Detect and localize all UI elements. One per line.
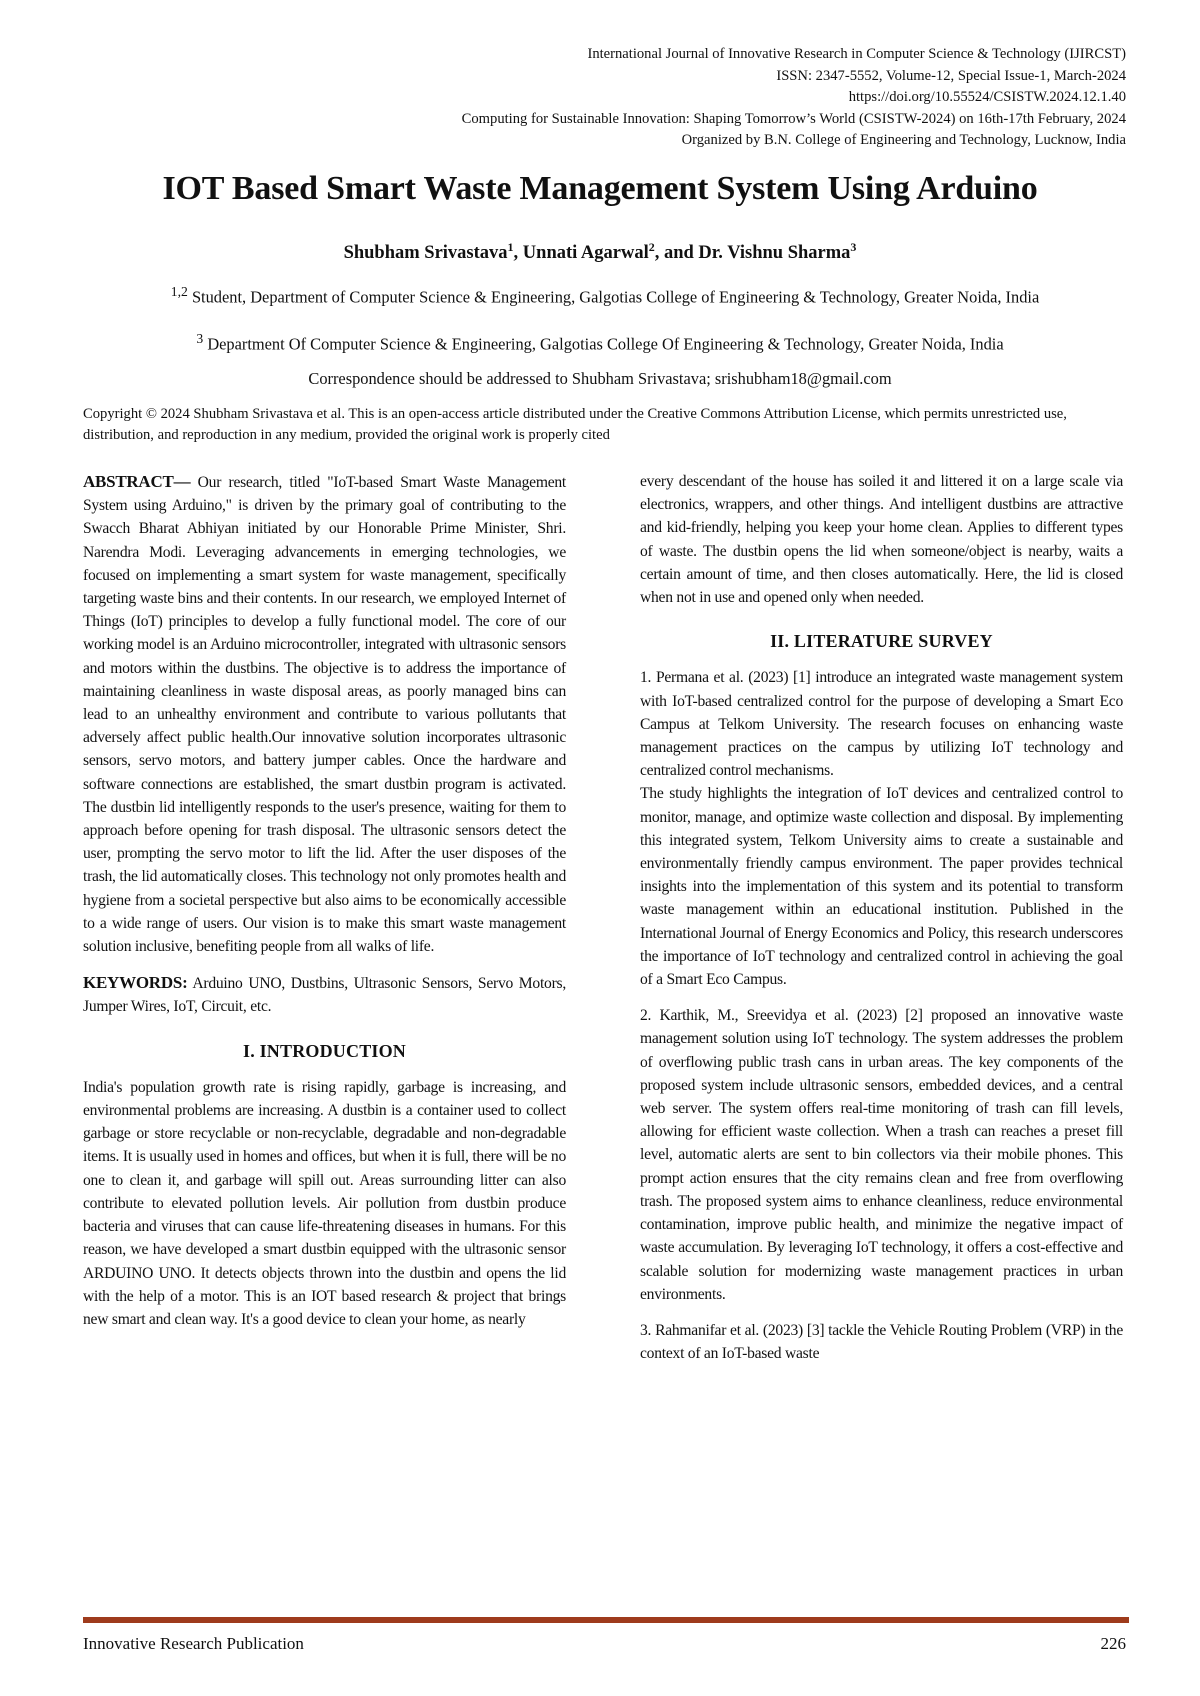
conference-line: Computing for Sustainable Innovation: Shaping Tomorrow’s World (CSISTW-2024) on 16th-17th February, 2024: [461, 110, 1126, 127]
author-superscript: 2: [648, 240, 655, 254]
correspondence: Correspondence should be addressed to Shubham Srivastava; srishubham18@gmail.com: [308, 369, 892, 388]
literature-paragraph-1b: The study highlights the integration of IoT devices and centralized control to monitor, manage, and optimize waste collection and disposal. By implementing this integrated system, Telkom University aims to create a sustainable and environmentally friendly campus environment. The paper provides technical insights into the implementation of this system and its potential to transform waste management within an educational institution. Published in the International Journal of Energy Economics and Policy, this research underscores the importance of IoT technology and centralized control in achieving the goal of a Smart Eco Campus.: [640, 785, 1123, 989]
section-heading-literature: II. LITERATURE SURVEY: [770, 631, 993, 652]
literature-paragraph-2: 2. Karthik, M., Sreevidya et al. (2023) [2] proposed an innovative waste management solution using IoT technology. The system addresses the problem of overflowing public trash cans in urban areas. The key components of the proposed system include ultrasonic sensors, embedded devices, and a central web server. The system offers real-time monitoring of trash can fill levels, allowing for efficient waste collection. When a trash can reaches a preset fill level, automatic alerts are sent to bin collectors via their mobile phones. This prompt action ensures that the city remains clean and free from overflowing trash. The proposed system aims to enhance cleanliness, reduce environmental contamination, improve public health, and minimize the negative impact of waste accumulation. By leveraging IoT technology, it offers a cost-effective and scalable solution for modernizing waste management practices in urban environments.: [640, 1007, 1123, 1303]
affiliation-1: [95, 279, 1115, 309]
literature-paragraph-3: 3. Rahmanifar et al. (2023) [3] tackle the Vehicle Routing Problem (VRP) in the context of an IoT-based waste: [640, 1321, 1123, 1363]
author-name: Shubham Srivastava: [343, 243, 508, 264]
journal-name: International Journal of Innovative Research in Computer Science & Technology (IJIRCST): [587, 46, 1126, 62]
introduction-continued: every descendant of the house has soiled it and littered it on a large scale via electronics, wrappers, and other things. And intelligent dustbins are attractive and kid-friendly, helping you keep your home clean. Applies to different types of waste. The dustbin opens the lid when someone/object is nearby, waits a certain amount of time, and then closes automatically. Here, the lid is closed when not in use and opened only when needed.: [640, 473, 1123, 607]
affiliation-superscript: 3: [196, 331, 204, 346]
footer-rule: [83, 1617, 1129, 1623]
affiliation-2: [60, 331, 1140, 354]
footer-publisher: Innovative Research Publication: [83, 1634, 304, 1653]
affiliation-text: Student, Department of Computer Science & Engineering, Galgotias College of Engineering & Technology, Greater Noida, India: [187, 287, 1040, 307]
organizer-line: Organized by B.N. College of Engineering and Technology, Lucknow, India: [681, 132, 1126, 148]
author-superscript: 1: [507, 240, 514, 254]
affiliation-superscript: 1,2: [170, 284, 188, 299]
author-name: Unnati Agarwal: [522, 243, 649, 264]
author-separator: , and: [654, 243, 699, 264]
keywords: [83, 971, 566, 1018]
literature-paragraph-1: 1. Permana et al. (2023) [1] introduce an integrated waste management system with IoT-based centralized control for the purpose of developing a Smart Eco Campus at Telkom University. The research focuses on enhancing waste management practices on the campus by utilizing IoT technology and centralized control mechanisms.: [640, 669, 1123, 780]
author-list: [0, 240, 1200, 264]
journal-header: [126, 44, 1126, 152]
abstract-text: Our research, titled "IoT-based Smart Waste Management System using Arduino," is driven by the primary goal of contributing to the Swacch Bharat Abhiyan initiated by our Honorable Prime Minister, Shri. Narendra Modi. Leveraging advancements in emerging technologies, we focused on implementing a smart system for waste management, specifically targeting waste bins and their contents. In our research, we employed Internet of Things (IoT) principles to develop a fully functional model. The core of our working model is an Arduino microcontroller, integrated with ultrasonic sensors and motors within the dustbins. The objective is to address the importance of maintaining cleanliness in waste disposal areas, as poorly managed bins can lead to an unhealthy environment and contribute to various pollutants that adversely affect public health.Our innovative solution incorporates ultrasonic sensors, servo motors, and battery jumper cables. Once the hardware and software connections are established, the smart dustbin program is activated. The dustbin lid intelligently responds to the user's presence, waiting for them to approach before opening for trash disposal. The ultrasonic sensors detect the user, prompting the servo motor to lift the lid. After the user disposes of the trash, the lid automatically closes. This technology not only promotes health and hygiene from a societal perspective but also aims to be economically accessible to a wide range of users. Our vision is to make this smart waste management solution inclusive, benefiting people from all walks of life.: [83, 474, 566, 956]
introduction-paragraph: India's population growth rate is rising rapidly, garbage is increasing, and environmental problems are increasing. A dustbin is a container used to collect garbage or store recyclable or non-recyclable, degradable and non-degradable items. It is usually used in homes and offices, but when it is full, there will be no one to clean it, and garbage will spill out. Areas surrounding litter can also contribute to elevated pollution levels. Air pollution from dustbin produce bacteria and viruses that can cause life-threatening diseases in humans. For this reason, we have developed a smart dustbin equipped with the ultrasonic sensor ARDUINO UNO. It detects objects thrown into the dustbin and opens the lid with the help of a motor. This is an IOT based research & project that brings new smart and clean way. It's a good device to clean your home, as nearly: [83, 1078, 566, 1328]
author-name: Dr. Vishnu Sharma: [698, 243, 851, 264]
keywords-text: Arduino UNO, Dustbins, Ultrasonic Sensors, Servo Motors, Jumper Wires, IoT, Circuit, etc.: [83, 975, 566, 1016]
abstract: [83, 470, 566, 958]
left-column: [83, 470, 566, 1344]
abstract-label: ABSTRACT—: [83, 472, 191, 491]
affiliation-text: Department Of Computer Science & Engineering, Galgotias College Of Engineering & Technology, Greater Noida, India: [203, 334, 1004, 354]
issn-line: ISSN: 2347-5552, Volume-12, Special Issue-1, March-2024: [776, 67, 1126, 84]
right-column: [640, 470, 1123, 1378]
paper-title: IOT Based Smart Waste Management System Using Arduino: [162, 170, 1038, 207]
author-superscript: 3: [850, 240, 857, 254]
section-heading-introduction: I. INTRODUCTION: [242, 1040, 407, 1061]
author-separator: ,: [513, 243, 523, 264]
copyright-notice: Copyright © 2024 Shubham Srivastava et al. This is an open-access article distributed under the Creative Commons Attribution License, which permits unrestricted use, distribution, and reproduction in any medium, provided the original work is properly cited: [83, 406, 1067, 443]
page-number: 226: [1100, 1634, 1126, 1653]
doi-link[interactable]: https://doi.org/10.55524/CSISTW.2024.12.1.40: [848, 89, 1126, 105]
keywords-label: KEYWORDS:: [83, 973, 188, 993]
